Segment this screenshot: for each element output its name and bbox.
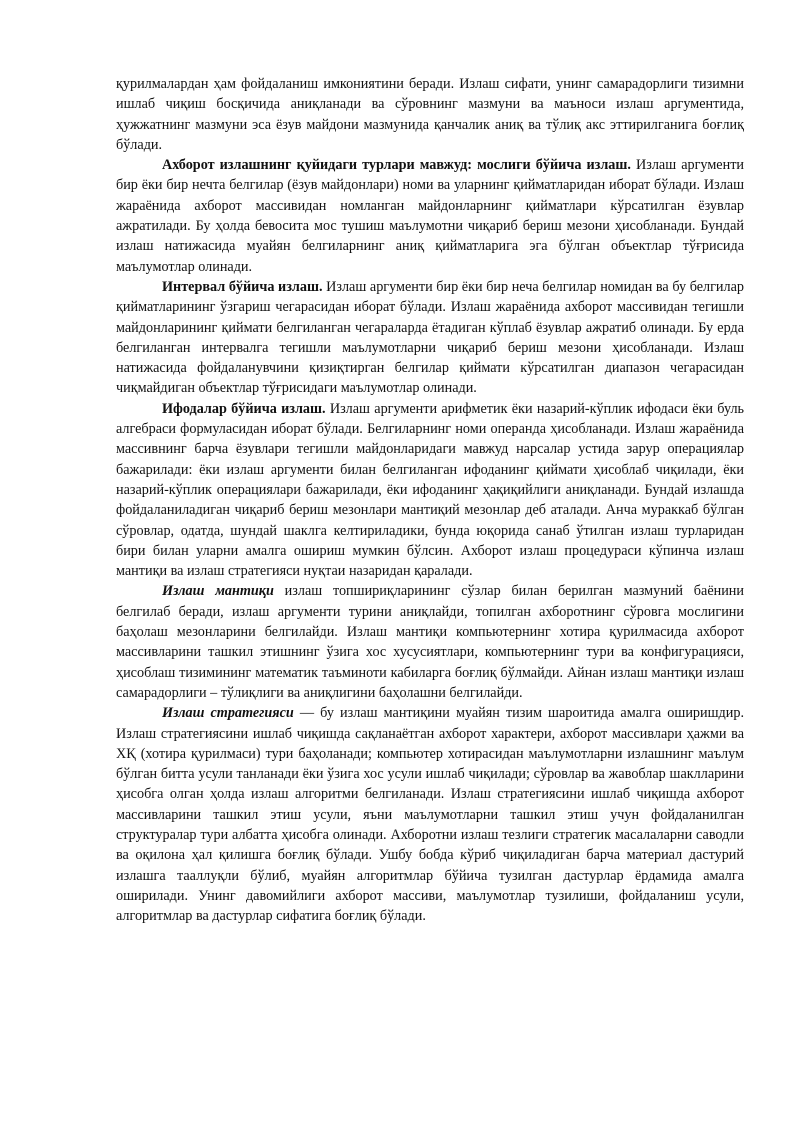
paragraph-search-by-interval — [116, 277, 744, 399]
paragraph-search-by-match — [116, 155, 744, 277]
paragraph-lead: Излаш стратегияси — [162, 705, 294, 722]
paragraph-intro-continuation — [116, 74, 744, 155]
paragraph-search-strategy — [116, 703, 744, 926]
paragraph-lead: Излаш мантиқи — [162, 583, 274, 600]
document-page — [116, 74, 744, 926]
paragraph-search-logic — [116, 581, 744, 703]
paragraph-lead: Интервал бўйича излаш. — [162, 278, 323, 295]
paragraph-text: Излаш аргументи бир ёки бир неча белгилар номидан ва бу белгилар қийматларининг ўзгариш чегарасидан иборат бўлади. Излаш жараёнида ахборот массивидан тегишли майдонларининг қиймати белгиланган чегараларда ётадиган кўплаб ёзувлар ажратиб олинади. Бу ерда белгиланган интервалга тегишли маълумотларни чиқариб бериш мезони ҳисобланади. Излаш натижасида фойдаланувчини қизиқтирган белгилар қиймати кўрсатилган диапазон чегарасидан чиқмайдиган объектлар тўғрисидаги маълумотлар олинади. — [116, 278, 744, 397]
paragraph-search-by-expression — [116, 399, 744, 582]
paragraph-text: қурилмалардан ҳам фойдаланиш имкониятини беради. Излаш сифати, унинг самарадорлиги тизимни ишлаб чиқиш босқичида аниқланади ва сўровнинг мазмуни ва маъноси излаш аргументида, ҳужжатнинг мазмуни эса ёзув майдони мазмунида қанчалик аниқ ва тўлиқ акс эттирилганига боғлиқ бўлади. — [116, 76, 744, 153]
paragraph-lead: Ифодалар бўйича излаш. — [162, 400, 326, 417]
paragraph-text: Излаш аргументи арифметик ёки назарий-кўплик ифодаси ёки буль алгебраси формуласидан иборат бўлади. Белгиларнинг номи операнда ҳисобланади. Излаш жараёнида массивнинг барча ёзувлари тегишли майдонларидаги мавжуд нарсалар устида зарур операциялар бажарилади: ёки излаш аргументи билан белгиланган ифоданинг қиймати ҳисоблаб чиқилади, ёки назарий-кўплик операциялари бажарилади, ёки ифоданинг ҳақиқийлиги аниқланади. Бундай излашда фойдаланиладиган чиқариб бериш мезонлари мантиқий мезонлар деб аталади. Анча мураккаб бўлган сўровлар, одатда, шундай шаклга келтириладики, бунда юқорида санаб ўтилган излаш турларидан бири билан уларни амалга ошириш мумкин бўлсин. Ахборот излаш процедураси кўпинча излаш мантиқи ва излаш стратегияси нуқтаи назаридан қаралади. — [116, 400, 744, 580]
paragraph-lead: Ахборот излашнинг қуйидаги турлари мавжуд: мослиги бўйича излаш. — [162, 157, 631, 174]
paragraph-text: — бу излаш мантиқини муайян тизим шароитида амалга оширишдир. Излаш стратегиясини ишлаб чиқишда сақланаётган ахборот характери, ахборот массивлари ҳажми ва ХҚ (хотира қурилмаси) тури баҳоланади; компьютер хотирасидан маълумотларни излашнинг маълум бўлган битта усули танланади ёки ўзига хос усули ишлаб чиқилади; сўровлар ва жавоблар шаклларини ҳисобга олган ҳолда излаш алгоритми белгиланади. Излаш стратегиясини ишлаб чиқишда ахборот массивларини ташкил этиш усули, яъни маълумотларни ташкил этиш учун фойдаланилган структуралар тури албатта ҳисобга олинади. Ахборотни излаш тезлиги стратегик масалаларни саводли ва оқилона ҳал қилишга боғлиқ бўлади. Ушбу бобда кўриб чиқиладиган барча материал дастурий излашга тааллуқли бўлиб, муайян алгоритмлар бўйича тузилган дастурлар ёрдамида амалга оширилади. Унинг давомийлиги ахборот массиви, маълумотлар тузилиши, фойдаланиш усули, алгоритмлар ва дастурлар сифатига боғлиқ бўлади. — [116, 705, 744, 925]
paragraph-text: Излаш аргументи бир ёки бир нечта белгилар (ёзув майдонлари) номи ва уларнинг қийматларидан иборат бўлади. Излаш жараёнида ахборот массивидан номланган майдонларнинг қийматлари кўрсатилган ёзувлар ажратилади. Бу ҳолда бевосита мос тушиш маълумотни чиқариб бериш мезони ҳисобланади. Бундай излаш натижасида муайян белгиларнинг аниқ қийматларига эга бўлган объектлар тўғрисида маълумотлар олинади. — [116, 157, 744, 275]
paragraph-text: излаш топшириқларининг сўзлар билан берилган мазмуний баёнини белгилаб беради, излаш аргументи турини аниқлайди, топилган ахборотнинг сўровга мослигини баҳолаш мезонларини белгилайди. Излаш мантиқи компьютернинг хотира қурилмасида ахборот массивларини ташкил этишнинг ўзига хос хусусиятлари, компьютернинг тури ва конфигурацияси, ҳисоблаш тизимининг математик таъминоти кабиларга боғлиқ бўлмайди. Айнан излаш мантиқи излаш самарадорлиги – тўлиқлиги ва аниқлигини баҳолашни белгилайди. — [116, 583, 744, 701]
